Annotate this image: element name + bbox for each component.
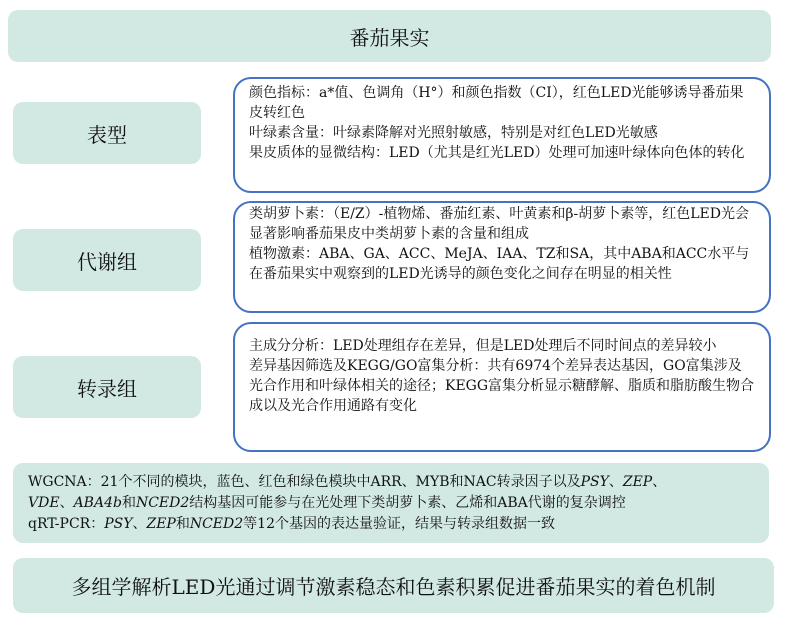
conclusion-text: 多组学解析LED光通过调节激素稳态和色素积累促进番茄果实的着色机制 [71, 575, 716, 599]
phenotype-chlorophyll-text: 叶绿素含量：叶绿素降解对光照射敏感，特别是对红色LED光敏感 [249, 125, 658, 141]
metabolome-label-box [13, 229, 201, 291]
metabolome-hormone-text: 植物激素：ABA、GA、ACC、MeJA、IAA、TZ和SA，其中ABA和ACC水平与在番茄果实中观察到的LED光诱导的颜色变化之间存在明显的相关性 [249, 246, 750, 282]
wgcna-line-2 [28, 493, 757, 514]
wgcna-line-1-text: WGCNA：21个不同的模块，蓝色、红色和绿色模块中ARR、MYB和NAC转录因子以及 [28, 474, 581, 490]
gene-psy: PSY [104, 516, 133, 532]
qrt-pcr-prefix: qRT-PCR： [28, 516, 105, 532]
title-box [8, 10, 771, 62]
conjunction: 和 [175, 516, 190, 532]
conjunction: 和 [121, 495, 136, 511]
separator: 、 [59, 495, 74, 511]
gene-zep: ZEP [622, 474, 653, 490]
transcriptome-label: 转录组 [77, 376, 137, 401]
wgcna-box [13, 463, 769, 543]
phenotype-detail-box [233, 77, 771, 193]
phenotype-label-box [13, 102, 201, 164]
separator: 、 [132, 516, 147, 532]
wgcna-line-2-text: 结构基因可能参与在光处理下类胡萝卜素、乙烯和ABA代谢的复杂调控 [189, 495, 626, 511]
phenotype-label: 表型 [87, 122, 127, 147]
title-text: 番茄果实 [349, 25, 430, 50]
qrt-pcr-text: 等12个基因的表达量验证，结果与转录组数据一致 [243, 516, 555, 532]
gene-psy: PSY [580, 474, 609, 490]
phenotype-color-index-text: 颜色指标：a*值、色调角（H°）和颜色指数（CI），红色LED光能够诱导番茄果皮转红色 [249, 85, 744, 121]
gene-vde: VDE [28, 495, 60, 511]
gene-nced2: NCED2 [135, 495, 190, 511]
qrt-pcr-line [28, 514, 757, 535]
transcriptome-detail-box [233, 322, 771, 452]
transcriptome-enrichment-text: 差异基因筛选及KEGG/GO富集分析：共有6974个差异表达基因，GO富集涉及光合作用和叶绿体相关的途径；KEGG富集分析显示糖酵解、脂质和脂肪酸生物合成以及光合作用通路有变化 [249, 358, 755, 414]
metabolome-detail-box [233, 201, 771, 313]
metabolome-carotenoid-text: 类胡萝卜素：（E/Z）-植物烯、番茄红素、叶黄素和β-胡萝卜素等，红色LED光会显著影响番茄果皮中类胡萝卜素的含量和组成 [249, 206, 749, 242]
metabolome-label: 代谢组 [77, 249, 137, 274]
gene-nced2: NCED2 [189, 516, 244, 532]
conclusion-box [13, 558, 774, 613]
wgcna-line-1 [28, 472, 757, 493]
separator: 、 [608, 474, 623, 490]
gene-zep: ZEP [146, 516, 176, 532]
gene-aba4b: ABA4b [73, 495, 122, 511]
transcriptome-pca-text: 主成分分析：LED处理组存在差异，但是LED处理后不同时间点的差异较小 [249, 338, 717, 354]
transcriptome-label-box [13, 356, 201, 418]
separator: 、 [652, 474, 667, 490]
phenotype-plastid-text: 果皮质体的显微结构：LED（尤其是红光LED）处理可加速叶绿体向色体的转化 [249, 145, 745, 161]
